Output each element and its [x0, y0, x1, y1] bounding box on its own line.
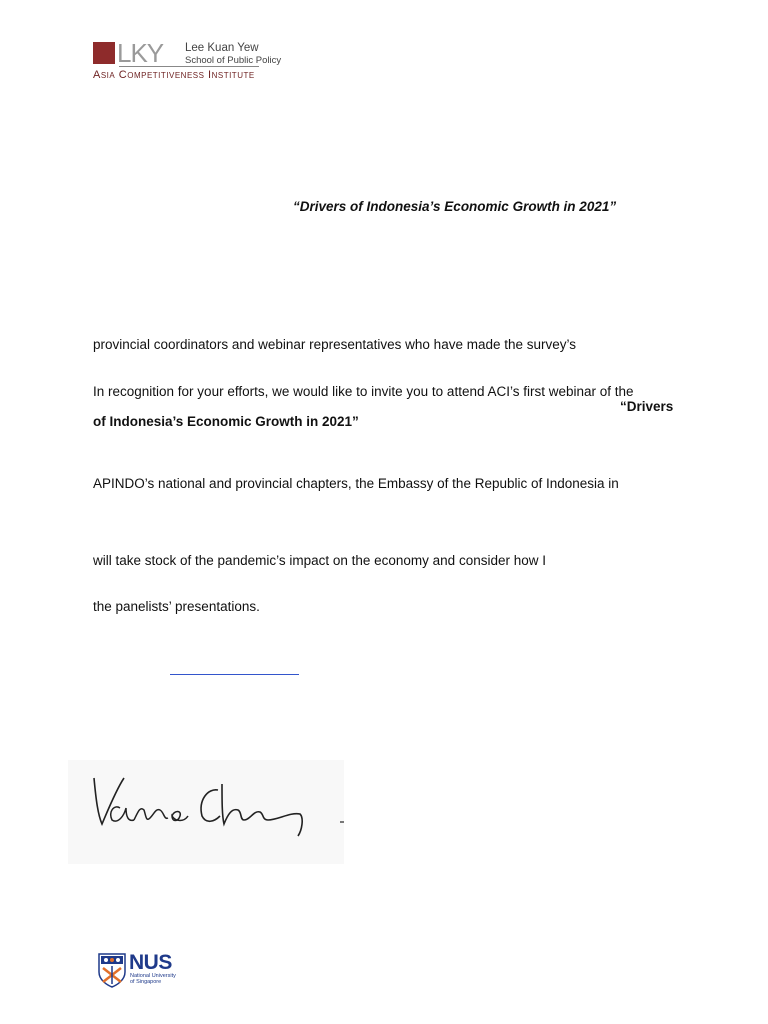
nus-letters: NUS — [129, 951, 172, 974]
body-line-3: “Drivers — [620, 399, 674, 414]
body-line-7: the panelists’ presentations. — [93, 599, 260, 614]
hyperlink-underline[interactable] — [170, 674, 299, 675]
logo-institute: Asia Competitiveness Institute — [93, 69, 255, 81]
body-line-1: provincial coordinators and webinar representatives who have made the survey’s — [93, 337, 577, 352]
nus-line2: of Singapore — [130, 979, 162, 985]
logo-line2: School of Public Policy — [185, 55, 282, 66]
logo-divider — [119, 66, 259, 67]
lky-red-square — [93, 42, 115, 64]
svg-text:LKY: LKY — [117, 41, 164, 65]
lky-letters-icon — [117, 41, 181, 65]
body-line-4: of Indonesia’s Economic Growth in 2021” — [93, 414, 359, 429]
nus-crest-icon — [97, 952, 127, 988]
nus-logo — [97, 952, 187, 988]
nus-line1: National University — [130, 973, 176, 979]
body-line-2: In recognition for your efforts, we would like to invite you to attend ACI’s first webinar of the — [93, 384, 634, 399]
body-line-5: APINDO’s national and provincial chapters, the Embassy of the Republic of Indonesia in — [93, 476, 619, 491]
body-line-6: will take stock of the pandemic’s impact on the economy and consider how I — [93, 553, 546, 568]
lky-logo — [93, 41, 293, 83]
webinar-title: “Drivers of Indonesia’s Economic Growth in 2021” — [293, 199, 617, 214]
logo-line1: Lee Kuan Yew — [185, 42, 259, 54]
signature — [68, 760, 344, 864]
